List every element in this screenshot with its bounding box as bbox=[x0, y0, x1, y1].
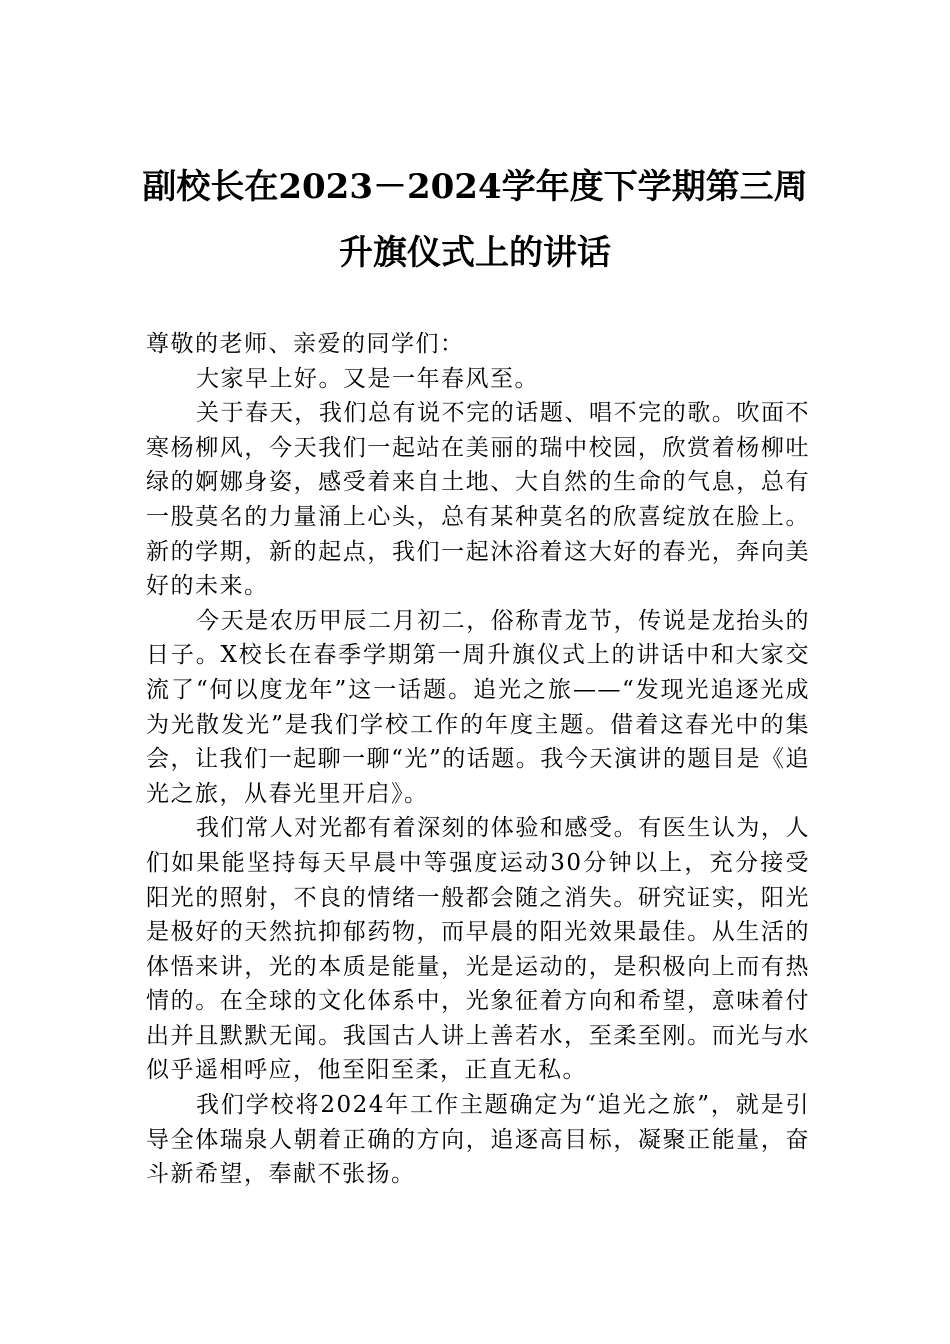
paragraph-4: 我们常人对光都有着深刻的体验和感受。有医生认为，人们如果能坚持每天早晨中等强度运动30分钟以上，充分接受阳光的照射，不良的情绪一般都会随之消失。研究证实，阳光是极好的天然抗抑郁药物，而早晨的阳光效果最佳。从生活的体悟来讲，光的本质是能量，光是运动的，是积极向上而有热情的。在全球的文化体系中，光象征着方向和希望，意味着付出并且默默无闻。我国古人讲上善若水，至柔至刚。而光与水似乎遥相呼应，他至阳至柔，正直无私。 bbox=[146, 815, 810, 1084]
document-title-line-2: 升旗仪式上的讲话 bbox=[339, 233, 611, 273]
paragraph-3: 今天是农历甲辰二月初二，俗称青龙节，传说是龙抬头的日子。X校长在春季学期第一周升旗仪式上的讲话中和大家交流了“何以度龙年”这一话题。追光之旅——“发现光追逐光成为光散发光”是我们学校工作的年度主题。借着这春光中的集会，让我们一起聊一聊“光”的话题。我今天演讲的题目是《追光之旅，从春光里开启》。 bbox=[146, 607, 810, 807]
paragraph-1: 大家早上好。又是一年春风至。 bbox=[196, 365, 539, 392]
document-body bbox=[146, 327, 810, 1192]
paragraph-2: 关于春天，我们总有说不完的话题、唱不完的歌。吹面不寒杨柳风，今天我们一起站在美丽的瑞中校园，欣赏着杨柳吐绿的婀娜身姿，感受着来自土地、大自然的生命的气息，总有一股莫名的力量涌上心头，总有某种莫名的欣喜绽放在脸上。新的学期，新的起点，我们一起沐浴着这大好的春光，奔向美好的未来。 bbox=[146, 400, 810, 600]
document-title-line-1: 副校长在2023－2024学年度下学期第三周 bbox=[142, 167, 808, 207]
salutation: 尊敬的老师、亲爱的同学们： bbox=[146, 331, 465, 357]
paragraph-5: 我们学校将2024年工作主题确定为“追光之旅”，就是引导全体瑞泉人朝着正确的方向，追逐高目标，凝聚正能量，奋斗新希望，奉献不张扬。 bbox=[146, 1092, 810, 1188]
